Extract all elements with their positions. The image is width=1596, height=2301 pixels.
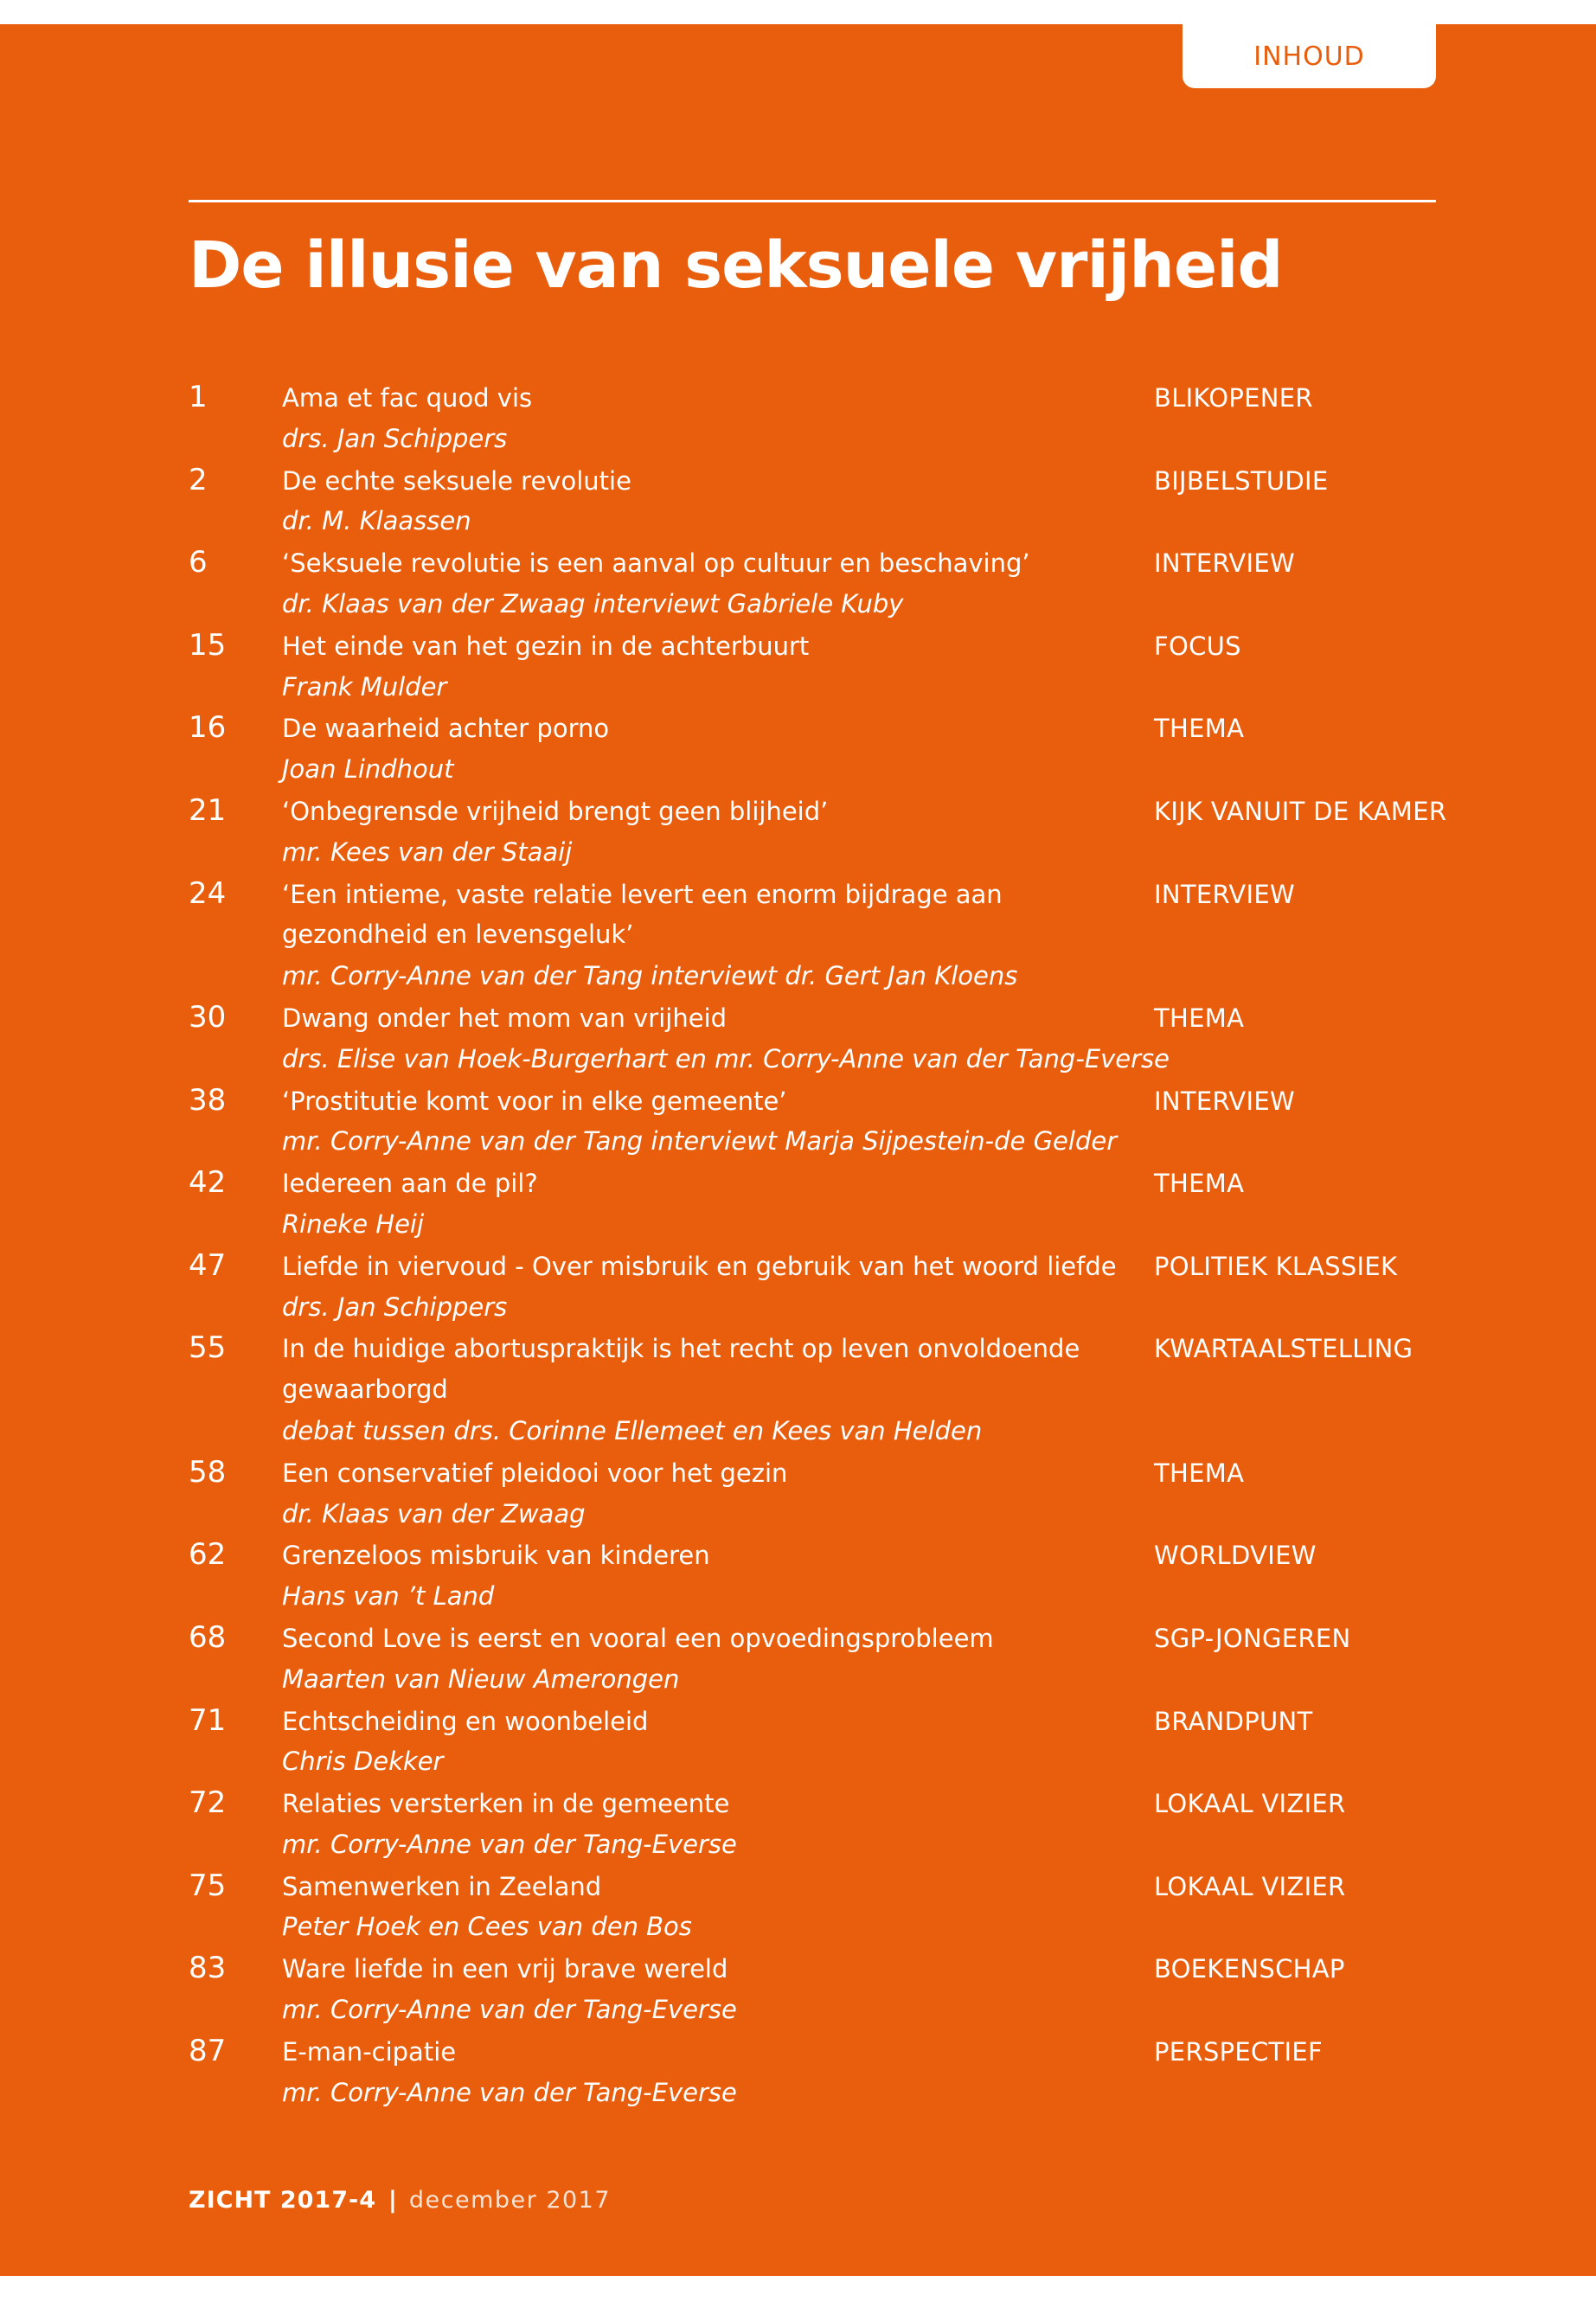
article-title: Dwang onder het mom van vrijheid <box>282 1003 727 1033</box>
section-label: KWARTAALSTELLING <box>1154 1334 1413 1364</box>
page-number: 55 <box>189 1330 227 1366</box>
article-author: drs. Jan Schippers <box>282 423 508 453</box>
page-number: 47 <box>189 1247 227 1283</box>
toc-title-line <box>189 542 1436 584</box>
toc-entry[interactable] <box>189 1328 1436 1452</box>
toc-title-line <box>189 1948 1436 1990</box>
article-title: ‘Seksuele revolutie is een aanval op cultuur en beschaving’ <box>282 548 1030 579</box>
article-title: Een conservatief pleidooi voor het gezin <box>282 1458 788 1488</box>
section-label: SGP-JONGEREN <box>1154 1623 1351 1653</box>
section-label: PERSPECTIEF <box>1154 2036 1324 2067</box>
article-title: gewaarborgd <box>282 1375 448 1405</box>
section-label: BOEKENSCHAP <box>1154 1954 1345 1984</box>
article-title: Second Love is eerst en vooral een opvoedingsprobleem <box>282 1623 994 1653</box>
page-number: 21 <box>189 792 227 828</box>
article-author: mr. Corry-Anne van der Tang-Everse <box>282 1995 737 2025</box>
article-title: ‘Een intieme, vaste relatie levert een enorm bijdrage aan <box>282 879 1003 909</box>
section-label: INTERVIEW <box>1154 879 1295 909</box>
section-label: KIJK VANUIT DE KAMER <box>1154 796 1447 826</box>
section-label: INTERVIEW <box>1154 1086 1295 1116</box>
toc-entry[interactable] <box>189 1452 1436 1535</box>
article-author: Hans van ’t Land <box>282 1581 495 1612</box>
article-title: Iedereen aan de pil? <box>282 1169 538 1199</box>
toc-entry[interactable] <box>189 791 1447 874</box>
section-label: INTERVIEW <box>1154 548 1295 579</box>
article-title: De echte seksuele revolutie <box>282 465 631 496</box>
toc-entry[interactable] <box>189 708 1436 791</box>
toc-entry[interactable] <box>189 1246 1436 1329</box>
article-title: De waarheid achter porno <box>282 714 610 744</box>
toc-title-line <box>189 1163 1436 1204</box>
page-number: 15 <box>189 627 227 663</box>
section-tab: INHOUD <box>1183 24 1436 88</box>
page-number: 6 <box>189 545 208 580</box>
article-title: ‘Onbegrensde vrijheid brengt geen blijheid’ <box>282 796 829 826</box>
toc-title-line <box>189 1452 1436 1494</box>
article-author: mr. Corry-Anne van der Tang-Everse <box>282 1829 737 1859</box>
section-label: THEMA <box>1154 1458 1245 1488</box>
article-title: ‘Prostitutie komt voor in elke gemeente’ <box>282 1086 787 1116</box>
section-label: THEMA <box>1154 1003 1245 1033</box>
section-label: BIJBELSTUDIE <box>1154 465 1329 496</box>
toc-entry[interactable] <box>189 874 1436 997</box>
article-author: drs. Jan Schippers <box>282 1292 508 1322</box>
page-number: 42 <box>189 1165 227 1201</box>
section-label: LOKAAL VIZIER <box>1154 1871 1346 1901</box>
table-of-contents <box>189 377 1447 2113</box>
page-number: 71 <box>189 1702 227 1738</box>
toc-title-line <box>189 914 1436 956</box>
toc-entry[interactable] <box>189 997 1436 1080</box>
section-label: BLIKOPENER <box>1154 383 1313 413</box>
article-author: mr. Corry-Anne van der Tang interviewt dr. Gert Jan Kloens <box>282 961 1018 991</box>
toc-title-line <box>189 1369 1436 1411</box>
toc-title-line <box>189 625 1436 667</box>
toc-title-line <box>189 791 1447 832</box>
article-author: dr. Klaas van der Zwaag <box>282 1498 586 1529</box>
toc-title-line <box>189 377 1436 419</box>
page-number: 1 <box>189 380 208 414</box>
toc-entry[interactable] <box>189 1163 1436 1246</box>
toc-entry[interactable] <box>189 377 1436 460</box>
article-title: In de huidige abortuspraktijk is het recht op leven onvoldoende <box>282 1334 1080 1364</box>
article-author: drs. Elise van Hoek-Burgerhart en mr. Corry-Anne van der Tang-Everse <box>282 1043 1170 1074</box>
toc-entry[interactable] <box>189 460 1436 543</box>
page-number: 24 <box>189 875 227 911</box>
page-title: De illusie van seksuele vrijheid <box>189 228 1283 303</box>
page-number: 38 <box>189 1082 227 1118</box>
toc-title-line <box>189 874 1436 915</box>
section-label: BRANDPUNT <box>1154 1706 1313 1736</box>
toc-title-line <box>189 1328 1436 1369</box>
article-author: debat tussen drs. Corinne Ellemeet en Kees van Helden <box>282 1415 983 1445</box>
article-author: mr. Kees van der Staaij <box>282 836 573 867</box>
article-author: Chris Dekker <box>282 1747 444 1777</box>
footer <box>189 2187 611 2214</box>
toc-entry[interactable] <box>189 1080 1436 1163</box>
section-label: THEMA <box>1154 714 1245 744</box>
section-label: WORLDVIEW <box>1154 1541 1317 1571</box>
article-title: Relaties versterken in de gemeente <box>282 1789 730 1819</box>
article-title: Ama et fac quod vis <box>282 383 533 413</box>
toc-title-line <box>189 1701 1436 1742</box>
toc-entry[interactable] <box>189 625 1436 708</box>
article-title: E-man-cipatie <box>282 2036 457 2067</box>
article-author: mr. Corry-Anne van der Tang interviewt Marja Sijpestein-de Gelder <box>282 1126 1118 1157</box>
page-number: 62 <box>189 1537 227 1573</box>
article-title: Grenzeloos misbruik van kinderen <box>282 1541 710 1571</box>
page-number: 72 <box>189 1785 227 1821</box>
title-rule <box>189 200 1436 202</box>
page-number: 16 <box>189 710 227 746</box>
section-label: FOCUS <box>1154 631 1241 661</box>
toc-entry[interactable] <box>189 1866 1436 1949</box>
article-author: Frank Mulder <box>282 671 447 702</box>
toc-title-line <box>189 460 1436 502</box>
article-author: Maarten van Nieuw Amerongen <box>282 1663 680 1694</box>
article-title: Echtscheiding en woonbeleid <box>282 1706 649 1736</box>
toc-title-line <box>189 1080 1436 1122</box>
page-number: 83 <box>189 1951 227 1986</box>
toc-entry[interactable] <box>189 1618 1436 1701</box>
page-number: 2 <box>189 462 208 497</box>
page-number: 87 <box>189 2033 227 2068</box>
toc-title-line <box>189 1246 1436 1287</box>
toc-entry[interactable] <box>189 1948 1436 2031</box>
section-label: THEMA <box>1154 1169 1245 1199</box>
article-author: Rineke Heij <box>282 1208 425 1239</box>
article-author: mr. Corry-Anne van der Tang-Everse <box>282 2077 737 2107</box>
magazine-issue: ZICHT 2017-4 <box>189 2187 376 2214</box>
article-title: Het einde van het gezin in de achterbuurt <box>282 631 810 661</box>
section-label: POLITIEK KLASSIEK <box>1154 1251 1398 1281</box>
article-author: dr. Klaas van der Zwaag interviewt Gabriele Kuby <box>282 588 904 619</box>
article-title: Samenwerken in Zeeland <box>282 1871 602 1901</box>
page-number: 30 <box>189 999 227 1035</box>
issue-date: december 2017 <box>408 2187 612 2214</box>
article-title: Ware liefde in een vrij brave wereld <box>282 1954 728 1984</box>
toc-title-line <box>189 1783 1436 1824</box>
article-author: Peter Hoek en Cees van den Bos <box>282 1912 692 1942</box>
page-number: 58 <box>189 1454 227 1490</box>
toc-title-line <box>189 1618 1436 1659</box>
footer-separator: | <box>388 2187 397 2214</box>
page-number: 68 <box>189 1619 227 1655</box>
toc-title-line <box>189 1535 1436 1576</box>
article-author: Joan Lindhout <box>282 754 454 785</box>
toc-entry[interactable] <box>189 1701 1436 1784</box>
toc-title-line <box>189 2031 1436 2073</box>
toc-title-line <box>189 997 1436 1039</box>
toc-title-line <box>189 1866 1436 1907</box>
toc-entry[interactable] <box>189 2031 1436 2114</box>
toc-entry[interactable] <box>189 1783 1436 1866</box>
toc-title-line <box>189 708 1436 749</box>
contents-page <box>0 24 1596 2276</box>
section-label: LOKAAL VIZIER <box>1154 1789 1346 1819</box>
toc-entry[interactable] <box>189 1535 1436 1618</box>
article-author: dr. M. Klaassen <box>282 506 471 536</box>
article-title: gezondheid en levensgeluk’ <box>282 920 634 950</box>
article-title: Liefde in viervoud - Over misbruik en gebruik van het woord liefde <box>282 1251 1117 1281</box>
page-number: 75 <box>189 1868 227 1903</box>
toc-entry[interactable] <box>189 542 1436 625</box>
